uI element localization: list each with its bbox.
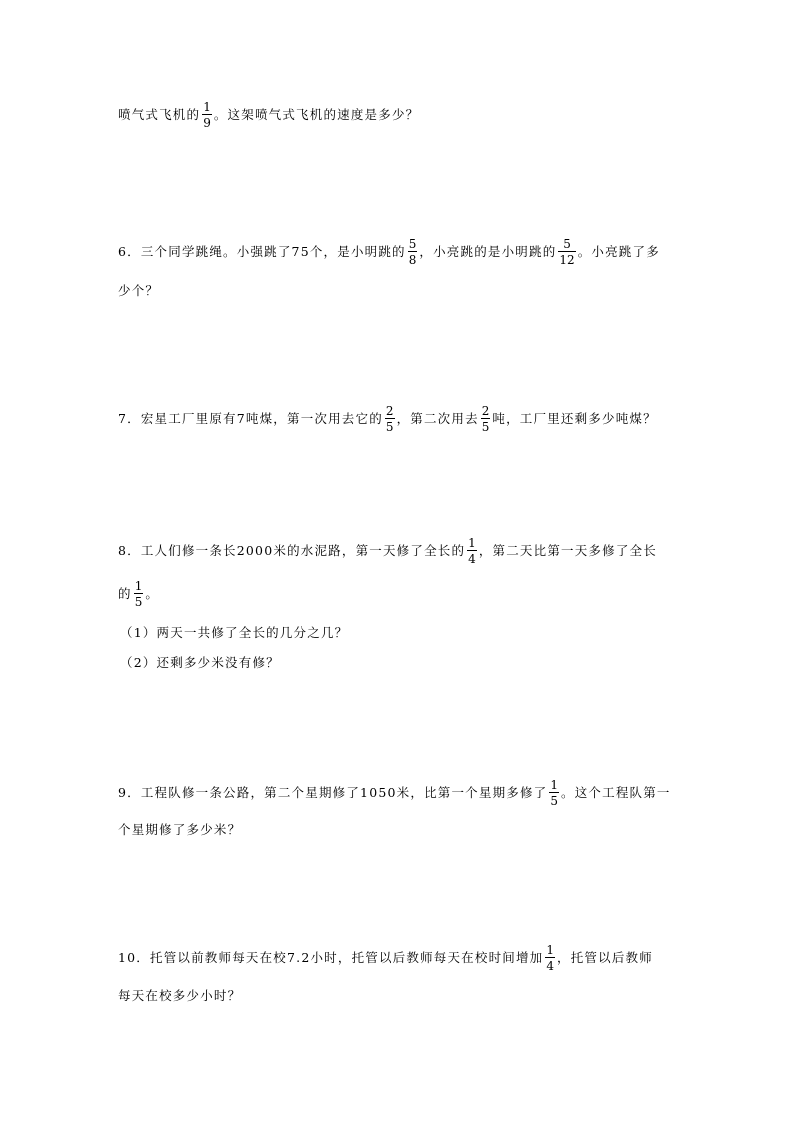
problem-5-text-after: 。这架喷气式飞机的速度是多少？ <box>213 107 420 122</box>
problem-8-line-2 <box>118 579 159 609</box>
fraction-numerator: 1 <box>203 100 211 114</box>
fraction-denominator: 4 <box>468 552 476 566</box>
problem-6-text-4: 少个？ <box>118 283 160 298</box>
problem-8-subquestion-1 <box>120 618 348 648</box>
problem-9-line-1 <box>118 778 671 808</box>
fraction-five-eighths <box>408 238 418 266</box>
fraction-numerator: 1 <box>550 778 559 792</box>
problem-8-line-1 <box>118 536 657 566</box>
fraction-one-fifth <box>549 779 559 807</box>
fraction-numerator: 1 <box>546 943 555 957</box>
problem-8-text-3: 的 <box>118 586 132 601</box>
fraction-denominator: 5 <box>550 794 559 808</box>
problem-6-text-3: 。小亮跳了多 <box>577 244 660 259</box>
fraction-denominator: 5 <box>385 420 394 434</box>
fraction-numerator: 5 <box>408 237 417 251</box>
problem-7-text-1: 7．宏星工厂里原有7吨煤，第一次用去它的 <box>118 411 383 426</box>
problem-10-text-3: 每天在校多少小时？ <box>118 988 242 1003</box>
problem-6-line-2 <box>118 276 159 306</box>
problem-7-line-1 <box>118 404 657 434</box>
fraction-denominator: 8 <box>408 253 417 267</box>
fraction-two-fifths <box>385 405 395 433</box>
fraction-one-ninth <box>202 101 212 129</box>
problem-8-q1-text: （1）两天一共修了全长的几分之几？ <box>120 625 349 640</box>
fraction-numerator: 1 <box>468 536 476 550</box>
fraction-denominator: 4 <box>546 959 555 973</box>
problem-10-line-1 <box>118 943 653 973</box>
problem-7-text-2: ，第二次用去 <box>396 411 479 426</box>
problem-5-text-before: 喷气式飞机的 <box>118 107 201 122</box>
fraction-numerator: 1 <box>134 579 143 593</box>
problem-9-text-2: 。这个工程队第一 <box>561 785 671 800</box>
fraction-denominator: 12 <box>559 253 575 267</box>
fraction-one-fifth <box>134 580 144 608</box>
fraction-two-fifths-tons <box>481 405 491 433</box>
problem-8-text-4: 。 <box>145 586 160 601</box>
fraction-numerator: 5 <box>563 237 571 251</box>
problem-8-text-2: ，第二天比第一天多修了全长 <box>478 543 657 558</box>
fraction-denominator: 5 <box>481 420 490 434</box>
problem-6-line-1 <box>118 237 660 267</box>
fraction-one-quarter <box>467 537 477 565</box>
problem-6-text-1: 6．三个同学跳绳。小强跳了75个，是小明跳的 <box>118 244 406 259</box>
problem-8-q2-text: （2）还剩多少米没有修？ <box>120 655 280 670</box>
problem-5-line-1 <box>118 100 419 130</box>
fraction-five-twelfths <box>558 238 575 266</box>
fraction-denominator: 9 <box>203 116 211 130</box>
fraction-denominator: 5 <box>134 595 143 609</box>
problem-6-text-2: ，小亮跳的是小明跳的 <box>419 244 557 259</box>
problem-8-subquestion-2 <box>120 648 280 678</box>
problem-8-text-1: 8．工人们修一条长2000米的水泥路，第一天修了全长的 <box>118 543 466 558</box>
problem-10-line-2 <box>118 981 241 1011</box>
problem-9-text-3: 个星期修了多少米？ <box>118 822 242 837</box>
fraction-one-quarter <box>545 944 555 972</box>
fraction-numerator: 2 <box>481 404 490 418</box>
fraction-numerator: 2 <box>385 404 394 418</box>
problem-10-text-1: 10．托管以前教师每天在校7.2小时，托管以后教师每天在校时间增加 <box>118 950 544 965</box>
problem-10-text-2: ，托管以后教师 <box>557 950 653 965</box>
problem-9-line-2 <box>118 815 241 845</box>
problem-9-text-1: 9．工程队修一条公路，第二个星期修了1050米，比第一个星期多修了 <box>118 785 548 800</box>
problem-7-text-3: 吨，工厂里还剩多少吨煤？ <box>492 411 657 426</box>
